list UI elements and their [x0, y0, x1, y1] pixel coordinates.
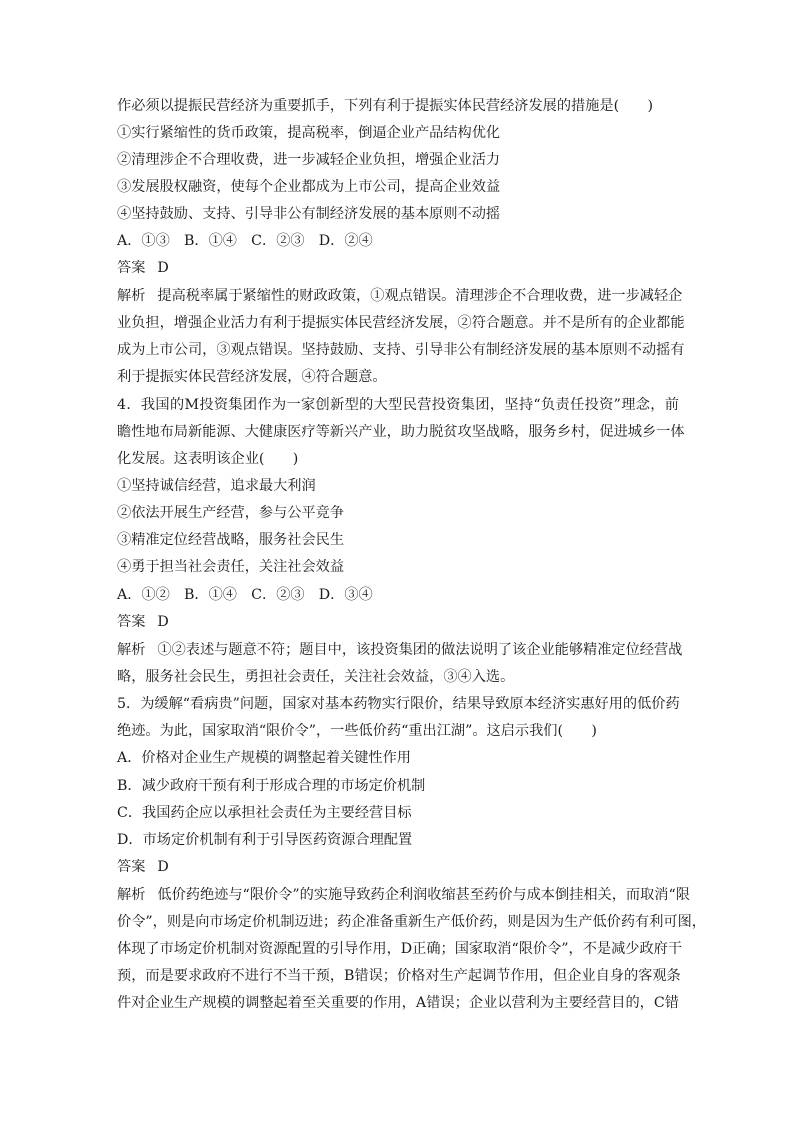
- q5-option-d: D．市场定价机制有利于引导医药资源合理配置: [117, 832, 413, 848]
- q5-stem-line-2: 绝迹。为此，国家取消“限价令”，一些低价药“重出江湖”。这启示我们( ): [117, 723, 597, 739]
- q5-analysis-line-5: 件对企业生产规模的调整起着至关重要的作用，A错误；企业以营利为主要经营目的，C错: [117, 995, 679, 1011]
- q4-option-1: ①坚持诚信经营，追求最大利润: [117, 478, 316, 494]
- analysis-text: 低价药绝迹与“限价令”的实施导致药企利润收缩甚至药价与成本倒挂相关，而取消“限: [157, 887, 690, 903]
- q4-option-2: ②依法开展生产经营，参与公平竞争: [117, 505, 345, 521]
- q5-analysis-line-2: 价令”，则是向市场定价机制迈进；药企准备重新生产低价药，则是因为生产低价药有利可图，: [117, 914, 706, 930]
- q5-option-b: B．减少政府干预有利于形成合理的市场定价机制: [117, 778, 426, 794]
- analysis-text: ①②表述与题意不符；题目中，该投资集团的做法说明了该企业能够精准定位经营战: [157, 642, 683, 658]
- answer-label: 答案: [117, 859, 146, 875]
- q3-analysis-line-1: [117, 286, 683, 306]
- q3-answer: [117, 258, 679, 278]
- q5-option-c: C．我国药企应以承担社会责任为主要经营目标: [117, 805, 412, 821]
- q5-answer: [117, 857, 679, 877]
- q3-option-3: ③发展股权融资，使每个企业都成为上市公司，提高企业效益: [117, 179, 501, 195]
- q3-option-4: ④坚持鼓励、支持、引导非公有制经济发展的基本原则不动摇: [117, 206, 501, 222]
- q3-choices: A．①③ B．①④ C．②③ D．②④: [117, 233, 373, 249]
- answer-value: D: [157, 260, 169, 276]
- q4-choices: A．①② B．①④ C．②③ D．③④: [117, 587, 373, 603]
- analysis-label: 解析: [117, 642, 146, 658]
- q3-stem-tail: 作必须以提振民营经济为重要抓手，下列有利于提振实体民营经济发展的措施是( ): [117, 98, 654, 114]
- q4-stem-line-1: 4．我国的M投资集团作为一家创新型的大型民营投资集团，坚持“负责任投资”理念，前: [117, 397, 679, 413]
- q5-analysis-line-4: 预，而是要求政府不进行不当干预，B错误；价格对生产起调节作用，但企业自身的客观条: [117, 968, 681, 984]
- q3-analysis-line-2: 业负担，增强企业活力有利于提振实体民营经济发展，②符合题意。并不是所有的企业都能: [117, 315, 685, 331]
- q3-option-2: ②清理涉企不合理收费，进一步减轻企业负担，增强企业活力: [117, 152, 501, 168]
- answer-value: D: [157, 614, 169, 630]
- q4-stem-line-2: 瞻性地布局新能源、大健康医疗等新兴产业，助力脱贫攻坚战略，服务乡村，促进城乡一体: [117, 424, 685, 440]
- q5-analysis-line-3: 体现了市场定价机制对资源配置的引导作用，D正确；国家取消“限价令”，不是减少政府干: [117, 941, 683, 957]
- q4-analysis-line-1: [117, 640, 683, 660]
- answer-label: 答案: [117, 260, 146, 276]
- q4-option-3: ③精准定位经营战略，服务社会民生: [117, 532, 345, 548]
- q3-analysis-line-3: 成为上市公司，③观点错误。坚持鼓励、支持、引导非公有制经济发展的基本原则不动摇有: [117, 342, 685, 358]
- q4-stem-line-3: 化发展。这表明该企业( ): [117, 451, 299, 467]
- q5-option-a: A．价格对企业生产规模的调整起着关键性作用: [117, 750, 411, 766]
- answer-value: D: [157, 859, 169, 875]
- analysis-label: 解析: [117, 887, 146, 903]
- q3-option-1: ①实行紧缩性的货币政策，提高税率，倒逼企业产品结构优化: [117, 125, 501, 141]
- q3-analysis-line-4: 利于提振实体民营经济发展，④符合题意。: [117, 369, 387, 385]
- answer-label: 答案: [117, 614, 146, 630]
- q4-option-4: ④勇于担当社会责任，关注社会效益: [117, 559, 345, 575]
- analysis-label: 解析: [117, 288, 146, 304]
- q5-analysis-line-1: [117, 885, 690, 905]
- q4-analysis-line-2: 略，服务社会民生，勇担社会责任，关注社会效益，③④入选。: [117, 669, 515, 685]
- q4-answer: [117, 612, 679, 632]
- analysis-text: 提高税率属于紧缩性的财政政策，①观点错误。清理涉企不合理收费，进一步减轻企: [157, 288, 683, 304]
- q5-stem-line-1: 5．为缓解“看病贵”问题，国家对基本药物实行限价，结果导致原本经济实惠好用的低价药: [117, 696, 680, 712]
